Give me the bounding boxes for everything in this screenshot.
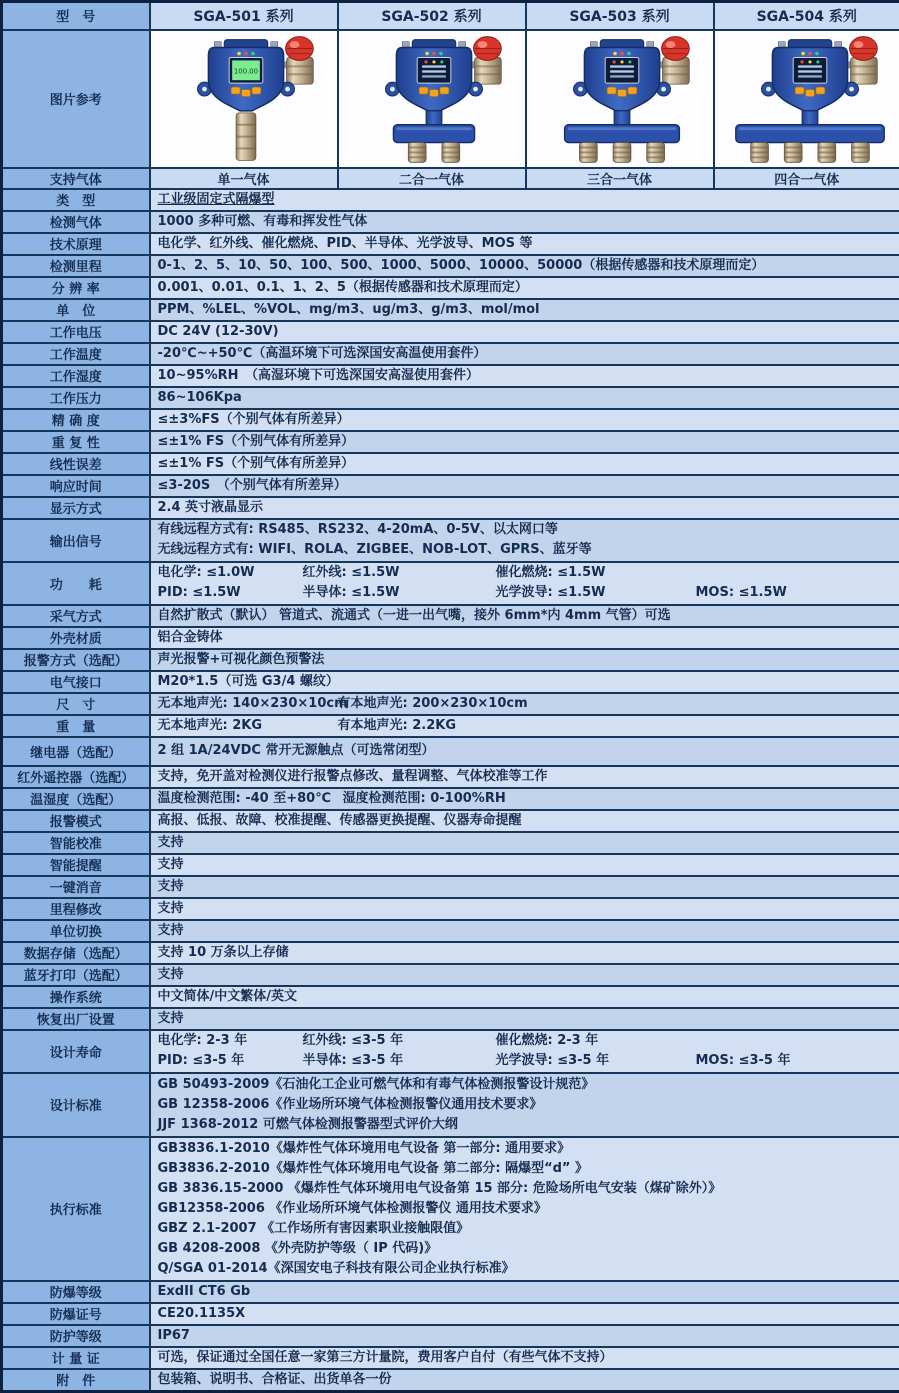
- device-image-sga-501: [150, 30, 338, 168]
- value-line: [158, 1239, 893, 1259]
- value-line: [158, 212, 893, 232]
- value-segment: 高报、低报、故障、校准提醒、传感器更换提醒、仪器寿命提醒: [158, 811, 522, 831]
- table-row: [2, 1369, 899, 1392]
- table-row: [2, 854, 899, 876]
- row-label-gas: 支持气体: [2, 168, 150, 189]
- table-row: [2, 299, 899, 321]
- value-segment: GB 12358-2006《作业场所环境气体检测报警仪通用技术要求》: [158, 1095, 543, 1115]
- row-value: [150, 497, 899, 519]
- value-line: [158, 234, 893, 254]
- row-label: 报警方式（选配）: [2, 649, 150, 671]
- value-line: [158, 1219, 893, 1239]
- value-line: [158, 256, 893, 276]
- row-value: [150, 1281, 899, 1303]
- value-segment: 10~95%RH （高湿环境下可选深国安高湿使用套件）: [158, 366, 480, 386]
- table-row: [2, 387, 899, 409]
- value-segment: 有本地声光: 200×230×10cm: [338, 694, 528, 714]
- row-value: [150, 387, 899, 409]
- row-label: 外壳材质: [2, 627, 150, 649]
- value-segment: 无本地声光: 2KG: [158, 716, 338, 736]
- value-segment: 声光报警+可视化颜色预警法: [158, 650, 325, 670]
- device-image-sga-504: [714, 30, 899, 168]
- value-segment: 铝合金铸体: [158, 628, 223, 648]
- value-line: [158, 921, 893, 941]
- row-label: 工作电压: [2, 321, 150, 343]
- row-value: [150, 211, 899, 233]
- row-value: [150, 453, 899, 475]
- value-line: [158, 344, 893, 364]
- row-value: [150, 1369, 899, 1392]
- row-value: [150, 920, 899, 942]
- svg-text:100.00: 100.00: [233, 67, 257, 75]
- row-label: 红外遥控器（选配）: [2, 766, 150, 788]
- row-value: [150, 431, 899, 453]
- table-row: [2, 1347, 899, 1369]
- device-illustration-sga-502: [341, 33, 526, 165]
- device-illustration-sga-503: [529, 33, 714, 165]
- value-segment: ≤±1% FS（个别气体有所差异）: [158, 454, 355, 474]
- value-line: [158, 694, 893, 714]
- value-line: [158, 1304, 893, 1324]
- row-label: 防爆等级: [2, 1281, 150, 1303]
- row-label: 功 耗: [2, 562, 150, 605]
- table-row: [2, 519, 899, 562]
- row-value: [150, 255, 899, 277]
- value-segment: M20*1.5（可选 G3/4 螺纹）: [158, 672, 339, 692]
- row-label: 数据存储（选配）: [2, 942, 150, 964]
- value-segment: -20℃~+50℃（高温环境下可选深国安高温使用套件）: [158, 344, 487, 364]
- row-label: 设计标准: [2, 1073, 150, 1137]
- value-line: [158, 1159, 893, 1179]
- value-line: [158, 1282, 893, 1302]
- value-segment: GB 3836.15-2000 《爆炸性气体环境用电气设备第 15 部分: 危险场所电气安装（煤矿除外）》: [158, 1179, 722, 1199]
- table-row: [2, 1303, 899, 1325]
- row-value: [150, 715, 899, 737]
- value-segment: GB12358-2006 《作业场所环境气体检测报警仪 通用技术要求》: [158, 1199, 547, 1219]
- gas-type-value: 单一气体: [150, 168, 338, 189]
- value-line: [158, 454, 893, 474]
- value-segment: 支持 10 万条以上存储: [158, 943, 289, 963]
- model-header-4: SGA-504 系列: [714, 2, 899, 30]
- row-value: [150, 189, 899, 211]
- table-row: [2, 715, 899, 737]
- table-row: [2, 211, 899, 233]
- model-header-2: SGA-502 系列: [338, 2, 526, 30]
- row-value: [150, 964, 899, 986]
- value-line: [158, 741, 893, 761]
- table-row: [2, 737, 899, 766]
- value-segment: 86~106Kpa: [158, 388, 242, 408]
- table-row: [2, 365, 899, 387]
- row-label-model: 型 号: [2, 2, 150, 30]
- row-label: 操作系统: [2, 986, 150, 1008]
- row-value: [150, 1030, 899, 1073]
- row-value: [150, 233, 899, 255]
- value-line: [158, 300, 893, 320]
- row-value: [150, 810, 899, 832]
- row-label: 防爆证号: [2, 1303, 150, 1325]
- row-label: 报警模式: [2, 810, 150, 832]
- table-row: [2, 788, 899, 810]
- value-segment: 1000 多种可燃、有毒和挥发性气体: [158, 212, 368, 232]
- row-label: 计 量 证: [2, 1347, 150, 1369]
- value-segment: 支持: [158, 855, 184, 875]
- row-value: [150, 898, 899, 920]
- value-segment: 2.4 英寸液晶显示: [158, 498, 264, 518]
- value-segment: 支持: [158, 833, 184, 853]
- value-segment: PID: ≤3-5 年: [158, 1051, 303, 1071]
- table-row: [2, 942, 899, 964]
- table-row: [2, 810, 899, 832]
- row-value: [150, 343, 899, 365]
- row-label: 防护等级: [2, 1325, 150, 1347]
- table-row: [2, 766, 899, 788]
- table-row: [2, 649, 899, 671]
- value-segment: IP67: [158, 1326, 190, 1346]
- value-segment: 0-1、2、5、10、50、100、500、1000、5000、10000、50000（根据传感器和技术原理而定）: [158, 256, 765, 276]
- value-line: [158, 716, 893, 736]
- value-line: [158, 987, 893, 1007]
- value-segment: 支持，免开盖对检测仪进行报警点修改、量程调整、气体校准等工作: [158, 767, 548, 787]
- value-segment: ≤±1% FS（个别气体有所差异）: [158, 432, 355, 452]
- value-segment: 电化学: ≤1.0W: [158, 563, 303, 583]
- row-value: [150, 832, 899, 854]
- table-row: [2, 409, 899, 431]
- row-value: [150, 942, 899, 964]
- value-segment: 电化学: 2-3 年: [158, 1031, 303, 1051]
- value-line: [158, 877, 893, 897]
- value-segment: 工业级固定式隔爆型: [158, 190, 275, 210]
- row-label: 智能提醒: [2, 854, 150, 876]
- value-segment: 支持: [158, 877, 184, 897]
- value-line: [158, 767, 893, 787]
- gas-type-value: 二合一气体: [338, 168, 526, 189]
- value-line: [158, 1199, 893, 1219]
- row-label: 恢复出厂设置: [2, 1008, 150, 1030]
- table-row: [2, 1281, 899, 1303]
- value-segment: 支持: [158, 965, 184, 985]
- table-row: [2, 1073, 899, 1137]
- value-line: [158, 672, 893, 692]
- value-segment: 2 组 1A/24VDC 常开无源触点（可选常闭型）: [158, 741, 435, 761]
- value-segment: ExdII CT6 Gb: [158, 1282, 251, 1302]
- row-value: [150, 1347, 899, 1369]
- value-line: [158, 410, 893, 430]
- value-line: [158, 1051, 893, 1071]
- value-segment: 湿度检测范围: 0-100%RH: [343, 789, 506, 809]
- row-value: [150, 1137, 899, 1281]
- value-line: [158, 1370, 893, 1390]
- value-line: [158, 476, 893, 496]
- table-row: [2, 832, 899, 854]
- table-row: [2, 605, 899, 627]
- device-illustration-sga-501: [153, 33, 338, 165]
- value-segment: 有本地声光: 2.2KG: [338, 716, 457, 736]
- value-segment: Q/SGA 01-2014《深国安电子科技有限公司企业执行标准》: [158, 1259, 515, 1279]
- value-segment: PID: ≤1.5W: [158, 583, 303, 603]
- row-value: [150, 475, 899, 497]
- table-row: [2, 453, 899, 475]
- value-line: [158, 1139, 893, 1159]
- row-label: 采气方式: [2, 605, 150, 627]
- value-line: [158, 278, 893, 298]
- value-segment: GB3836.1-2010《爆炸性气体环境用电气设备 第一部分: 通用要求》: [158, 1139, 571, 1159]
- row-value: [150, 1008, 899, 1030]
- value-segment: 催化燃烧: 2-3 年: [496, 1031, 599, 1051]
- value-line: [158, 1009, 893, 1029]
- value-segment: 半导体: ≤3-5 年: [303, 1051, 496, 1071]
- table-row: [2, 497, 899, 519]
- value-line: [158, 606, 893, 626]
- row-label: 尺 寸: [2, 693, 150, 715]
- row-value: [150, 737, 899, 766]
- value-segment: 光学波导: ≤3-5 年: [496, 1051, 696, 1071]
- device-illustration-sga-504: [717, 33, 899, 165]
- row-label: 工作湿度: [2, 365, 150, 387]
- row-label: 智能校准: [2, 832, 150, 854]
- table-row: [2, 189, 899, 211]
- row-label: 检测里程: [2, 255, 150, 277]
- table-row: [2, 671, 899, 693]
- row-label: 分 辨 率: [2, 277, 150, 299]
- value-segment: PPM、%LEL、%VOL、mg/m3、ug/m3、g/m3、mol/mol: [158, 300, 540, 320]
- row-label: 设计寿命: [2, 1030, 150, 1073]
- value-line: [158, 498, 893, 518]
- table-row: [2, 321, 899, 343]
- row-label: 显示方式: [2, 497, 150, 519]
- value-line: [158, 1326, 893, 1346]
- value-segment: 支持: [158, 1009, 184, 1029]
- row-label: 输出信号: [2, 519, 150, 562]
- row-value: [150, 562, 899, 605]
- row-label: 温湿度（选配）: [2, 788, 150, 810]
- row-label: 继电器（选配）: [2, 737, 150, 766]
- row-label: 类 型: [2, 189, 150, 211]
- value-segment: 可选，保证通过全国任意一家第三方计量院，费用客户自付（有些气体不支持）: [158, 1348, 613, 1368]
- row-label: 蓝牙打印（选配）: [2, 964, 150, 986]
- value-line: [158, 965, 893, 985]
- value-segment: JJF 1368-2012 可燃气体检测报警器型式评价大纲: [158, 1115, 458, 1135]
- value-segment: MOS: ≤1.5W: [696, 583, 787, 603]
- value-line: [158, 628, 893, 648]
- table-row: [2, 255, 899, 277]
- value-segment: 0.001、0.01、0.1、1、2、5（根据传感器和技术原理而定）: [158, 278, 528, 298]
- value-line: [158, 190, 893, 210]
- table-row: [2, 233, 899, 255]
- value-line: [158, 540, 893, 560]
- value-segment: GB 4208-2008 《外壳防护等级（ IP 代码)》: [158, 1239, 438, 1259]
- table-row: [2, 168, 899, 189]
- table-row: [2, 898, 899, 920]
- value-line: [158, 366, 893, 386]
- value-segment: 催化燃烧: ≤1.5W: [496, 563, 606, 583]
- row-value: [150, 854, 899, 876]
- table-row: [2, 876, 899, 898]
- row-label-image: 图片参考: [2, 30, 150, 168]
- row-value: [150, 788, 899, 810]
- table-row: [2, 562, 899, 605]
- row-value: [150, 876, 899, 898]
- table-row: [2, 964, 899, 986]
- device-image-sga-503: [526, 30, 714, 168]
- table-row: [2, 1030, 899, 1073]
- value-segment: 半导体: ≤1.5W: [303, 583, 496, 603]
- row-label: 工作温度: [2, 343, 150, 365]
- value-segment: 光学波导: ≤1.5W: [496, 583, 696, 603]
- value-line: [158, 563, 893, 583]
- row-value: [150, 277, 899, 299]
- value-segment: 温度检测范围: -40 至+80℃: [158, 789, 343, 809]
- table-row: [2, 1137, 899, 1281]
- row-value: [150, 409, 899, 431]
- row-value: [150, 986, 899, 1008]
- value-line: [158, 583, 893, 603]
- value-segment: 包装箱、说明书、合格证、出货单各一份: [158, 1370, 392, 1390]
- value-line: [158, 432, 893, 452]
- value-segment: 自然扩散式（默认） 管道式、流通式（一进一出气嘴，接外 6mm*内 4mm 气管）可选: [158, 606, 671, 626]
- gas-type-value: 四合一气体: [714, 168, 899, 189]
- value-line: [158, 943, 893, 963]
- value-line: [158, 1115, 893, 1135]
- row-label: 精 确 度: [2, 409, 150, 431]
- value-segment: 支持: [158, 899, 184, 919]
- value-line: [158, 388, 893, 408]
- row-label: 重 复 性: [2, 431, 150, 453]
- table-row: [2, 30, 899, 168]
- row-value: [150, 1073, 899, 1137]
- table-row: [2, 1325, 899, 1347]
- row-label: 技术原理: [2, 233, 150, 255]
- table-row: [2, 627, 899, 649]
- row-value: [150, 1303, 899, 1325]
- value-line: [158, 1031, 893, 1051]
- row-label: 单位切换: [2, 920, 150, 942]
- row-label: 附 件: [2, 1369, 150, 1392]
- value-segment: 红外线: ≤1.5W: [303, 563, 496, 583]
- table-row: [2, 693, 899, 715]
- row-label: 执行标准: [2, 1137, 150, 1281]
- value-segment: CE20.1135X: [158, 1304, 246, 1324]
- row-value: [150, 671, 899, 693]
- value-segment: ≤±3%FS（个别气体有所差异）: [158, 410, 350, 430]
- table-row: [2, 475, 899, 497]
- value-segment: 红外线: ≤3-5 年: [303, 1031, 496, 1051]
- row-label: 重 量: [2, 715, 150, 737]
- value-line: [158, 811, 893, 831]
- row-label: 工作压力: [2, 387, 150, 409]
- table-row: [2, 920, 899, 942]
- table-row: [2, 986, 899, 1008]
- value-line: [158, 789, 893, 809]
- row-label: 响应时间: [2, 475, 150, 497]
- row-label: 检测气体: [2, 211, 150, 233]
- value-segment: DC 24V (12-30V): [158, 322, 279, 342]
- value-segment: 支持: [158, 921, 184, 941]
- row-value: [150, 519, 899, 562]
- value-line: [158, 1179, 893, 1199]
- row-label: 线性误差: [2, 453, 150, 475]
- row-value: [150, 1325, 899, 1347]
- value-segment: GB 50493-2009《石油化工企业可燃气体和有毒气体检测报警设计规范》: [158, 1075, 595, 1095]
- value-segment: MOS: ≤3-5 年: [696, 1051, 791, 1071]
- model-header-1: SGA-501 系列: [150, 2, 338, 30]
- table-row: [2, 343, 899, 365]
- row-value: [150, 693, 899, 715]
- value-line: [158, 322, 893, 342]
- value-line: [158, 1075, 893, 1095]
- value-segment: GBZ 2.1-2007 《工作场所有害因素职业接触限值》: [158, 1219, 470, 1239]
- row-value: [150, 627, 899, 649]
- model-header-3: SGA-503 系列: [526, 2, 714, 30]
- value-segment: 无本地声光: 140×230×10cm: [158, 694, 338, 714]
- value-segment: GB3836.2-2010《爆炸性气体环境用电气设备 第二部分: 隔爆型“d” 》: [158, 1159, 589, 1179]
- table-row: [2, 1008, 899, 1030]
- row-value: [150, 649, 899, 671]
- row-label: 一键消音: [2, 876, 150, 898]
- value-segment: 无线远程方式有: WIFI、ROLA、ZIGBEE、NOB-LOT、GPRS、蓝牙等: [158, 540, 592, 560]
- value-segment: ≤3-20S （个别气体有所差异）: [158, 476, 347, 496]
- table-row: [2, 277, 899, 299]
- row-label: 电气接口: [2, 671, 150, 693]
- value-line: [158, 520, 893, 540]
- value-line: [158, 650, 893, 670]
- row-value: [150, 766, 899, 788]
- table-row: [2, 431, 899, 453]
- row-value: [150, 365, 899, 387]
- value-line: [158, 855, 893, 875]
- row-value: [150, 605, 899, 627]
- row-label: 里程修改: [2, 898, 150, 920]
- row-value: [150, 321, 899, 343]
- value-segment: 中文简体/中文繁体/英文: [158, 987, 298, 1007]
- value-segment: 电化学、红外线、催化燃烧、PID、半导体、光学波导、MOS 等: [158, 234, 533, 254]
- table-row: [2, 2, 899, 30]
- row-label: 单 位: [2, 299, 150, 321]
- device-image-sga-502: [338, 30, 526, 168]
- value-line: [158, 1095, 893, 1115]
- value-line: [158, 899, 893, 919]
- value-line: [158, 1348, 893, 1368]
- row-value: [150, 299, 899, 321]
- value-segment: 有线远程方式有: RS485、RS232、4-20mA、0-5V、以太网口等: [158, 520, 558, 540]
- value-line: [158, 1259, 893, 1279]
- value-line: [158, 833, 893, 853]
- gas-type-value: 三合一气体: [526, 168, 714, 189]
